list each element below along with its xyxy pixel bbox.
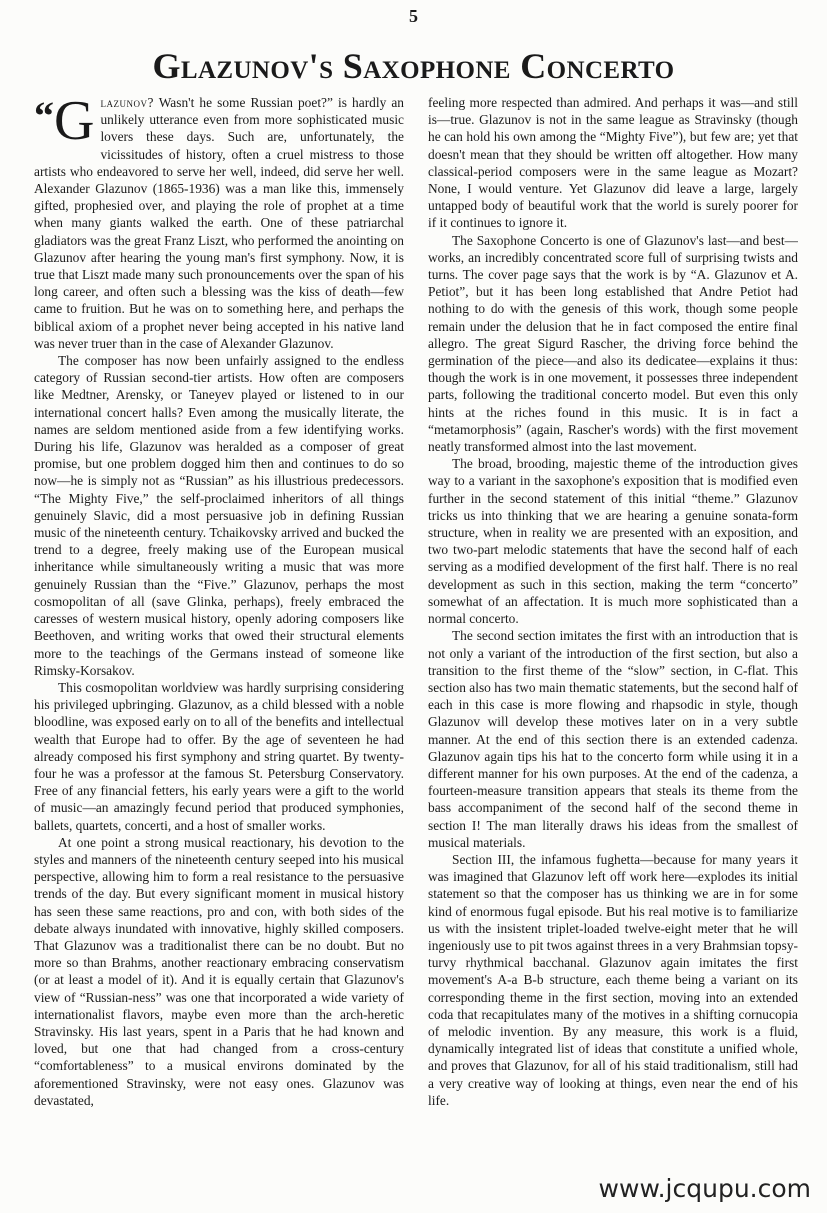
article-title: Glazunov's Saxophone Concerto bbox=[152, 46, 675, 86]
dropcap-letter: G bbox=[54, 94, 95, 152]
site-watermark: www.jcqupu.com bbox=[598, 1174, 811, 1203]
intro-smallcaps: lazunov? bbox=[100, 95, 154, 110]
intro-paragraph bbox=[34, 94, 404, 352]
article-body bbox=[34, 94, 798, 1179]
body-paragraph: feeling more respected than admired. And perhaps it was—and still is—true. Glazunov is not in the same league as Stravinsky (though he can hold his own among the “Mighty Five”), but few are; yet that doesn't mean that they should be written off altogether. How many classical-period composers were in the same league as Mozart? None, I would venture. Yet Glazunov did leave a large, largely untapped body of beautiful work that the world is surely poorer for if it continues to ignore it. bbox=[428, 95, 798, 231]
left-column bbox=[34, 94, 404, 1179]
body-paragraph: The broad, brooding, majestic theme of the introduction gives way to a variant in the saxophone's exposition that is modified even further in the second statement of this initial “theme.” Glazunov tricks us into thinking that we are hearing a genuine sonata-form structure, when in reality we are presented with an exposition, and two two-part melodic statements that have the second half of each serving as a modified development of the first half. There is no real development as such in this section, making the term “concerto” somewhat of an affectation. It is much more sophisticated than a normal concerto. bbox=[428, 456, 798, 627]
dropcap bbox=[34, 94, 95, 152]
body-paragraph: This cosmopolitan worldview was hardly surprising considering his privileged upbringing. Glazunov, as a child blessed with a noble bloodline, was exposed early on to all of the benefits and intellectual wealth that Europe had to offer. By the age of seventeen he had already composed his first symphony and string quartet. By twenty-four he was a professor at the famous St. Petersburg Conservatory. Free of any financial fetters, his early years were a gift to the world of music—an amazingly fecund period that produced symphonies, ballets, quartets, concerti, and a host of smaller works. bbox=[34, 679, 404, 833]
right-column bbox=[428, 94, 798, 1179]
body-paragraph: The composer has now been unfairly assigned to the endless category of Russian second-tier artists. How often are composers like Medtner, Arensky, or Taneyev played or listened to in our international concert halls? Even among the musically literate, the names are seldom mentioned aside from a few identifying works. During his life, Glazunov was heralded as a composer of great promise, but one problem dogged him then and continues to do so now—he is simply not as “Russian” as his illustrious predecessors. “The Mighty Five,” the self-proclaimed inheritors of all things genuinely Slavic, did a most persuasive job in defining Russian music of the nineteenth century. Tchaikovsky arrived and bucked the trend to a degree, freely making use of the European musical inheritance while simultaneously writing a music that was more genuinely Russian than the “Five.” Glazunov, perhaps the most cosmopolitan of all (save Glinka, perhaps), freely embraced the caresses of western musical history, openly adoring composers like Beethoven, and writing works that owed their structural elements more to the teachings of the Germans instead of someone like Rimsky-Korsakov. bbox=[34, 353, 404, 678]
body-paragraph: Section III, the infamous fughetta—because for many years it was imagined that Glazunov left off work here—explodes its initial statement so that the composer has us thinking we are in for some kind of enormous fugal episode. But his real motive is to familiarize us with the insistent triplet-loaded twelve-eight meter that he will ingeniously use to pit twos against threes in a very Brahmsian topsy-turvy rhythmical bacchanal. Glazunov again imitates the first movement's A-a B-b structure, each theme being a variant on its corresponding theme in the first section, moving into an extended coda that recapitulates many of the motives in a shifting cornucopia of melodic invention. By any measure, this work is a fluid, dynamically integrated list of ideas that constitute a unified whole, and proves that Glazunov, for all of his staid traditionalism, still had a very creative way of looking at things, even near the end of his life. bbox=[428, 851, 798, 1108]
page-number: 5 bbox=[409, 6, 418, 26]
body-paragraph: The second section imitates the first with an introduction that is not only a variant of the introduction of the first section, but also a transition to the first theme of the “slow” section, in C-flat. This section also has two main thematic statements, but the second half of each in this case is more flowing and rhapsodic in style, though Glazunov will develop these motives later on in a very subtle manner. At the end of this section there is an extended cadenza. Glazunov again tips his hat to the concerto form while using it in a different manner for his own purposes. At the end of the cadenza, a fourteen-measure transition appears that steals its theme from the bass accompaniment of the second half of the second theme in section I! The man literally draws his ideas from the smallest of musical materials. bbox=[428, 628, 798, 850]
body-paragraph: The Saxophone Concerto is one of Glazunov's last—and best—works, an incredibly concentrated score full of surprising twists and turns. The cover page says that the work is by “A. Glazunov et A. Petiot”, but it has been long established that Andre Petiot had nothing to do with the genesis of this work, though some people remain under the delusion that he in fact composed the entire final allegro. The great Sigurd Rascher, the driving force behind the germination of the piece—and also its dedicatee—explains it thus: though the work is in one movement, it possesses three independent parts, following the traditional concerto model. But even this only hints at the riches found in this music. It is in fact a “metamorphosis” (again, Rascher's words) with the first movement neatly transformed almost into the last movement. bbox=[428, 232, 798, 455]
open-quote-mark: “ bbox=[34, 94, 54, 138]
intro-text: Wasn't he some Russian poet?” is hardly an unlikely utterance even from more sophisticated music lovers these days. Such are, unfortunately, the vicissitudes of history, often a cruel mistress to those artists who endeavored to serve her well, indeed, did serve her well. Alexander Glazunov (1865-1936) was a man like this, immensely gifted, prophesied over, and playing the role of prophet at a time when many giants walked the earth. One of these patriarchal gladiators was the great Franz Liszt, who performed the anointing on Glazunov after hearing the young man's first symphony. Now, it is true that Liszt made many such pronouncements over the span of his long career, and often such a blessing was the kiss of death—few came to fruition. But he was on to something here, and perhaps the biblical axiom of a prophet never being accepted in his native land was never truer than in the case of Alexander Glazunov. bbox=[34, 95, 404, 351]
body-paragraph: At one point a strong musical reactionary, his devotion to the styles and manners of the nineteenth century seeped into his musical perspective, allowing him to form a real resistance to the persuasive trends of the day. But every significant moment in musical history has seen these same reactions, pro and con, with both sides of the debate always inundated with innovative, highly skilled composers. That Glazunov was a traditionalist there can be no doubt. But no more so than Brahms, another reactionary embracing conservatism (or at least a model of it). And it is equally certain that Glazunov's view of “Russian-ness” was one that incorporated a wide variety of internationalist flavors, maybe even more than the arch-heretic Stravinsky. His last years, spent in a Paris that he had known and loved, but one that had changed from a cross-century “comfortableness” to a musical environs dominated by the aforementioned Stravinsky, were not easy ones. Glazunov was devastated, bbox=[34, 834, 404, 1108]
